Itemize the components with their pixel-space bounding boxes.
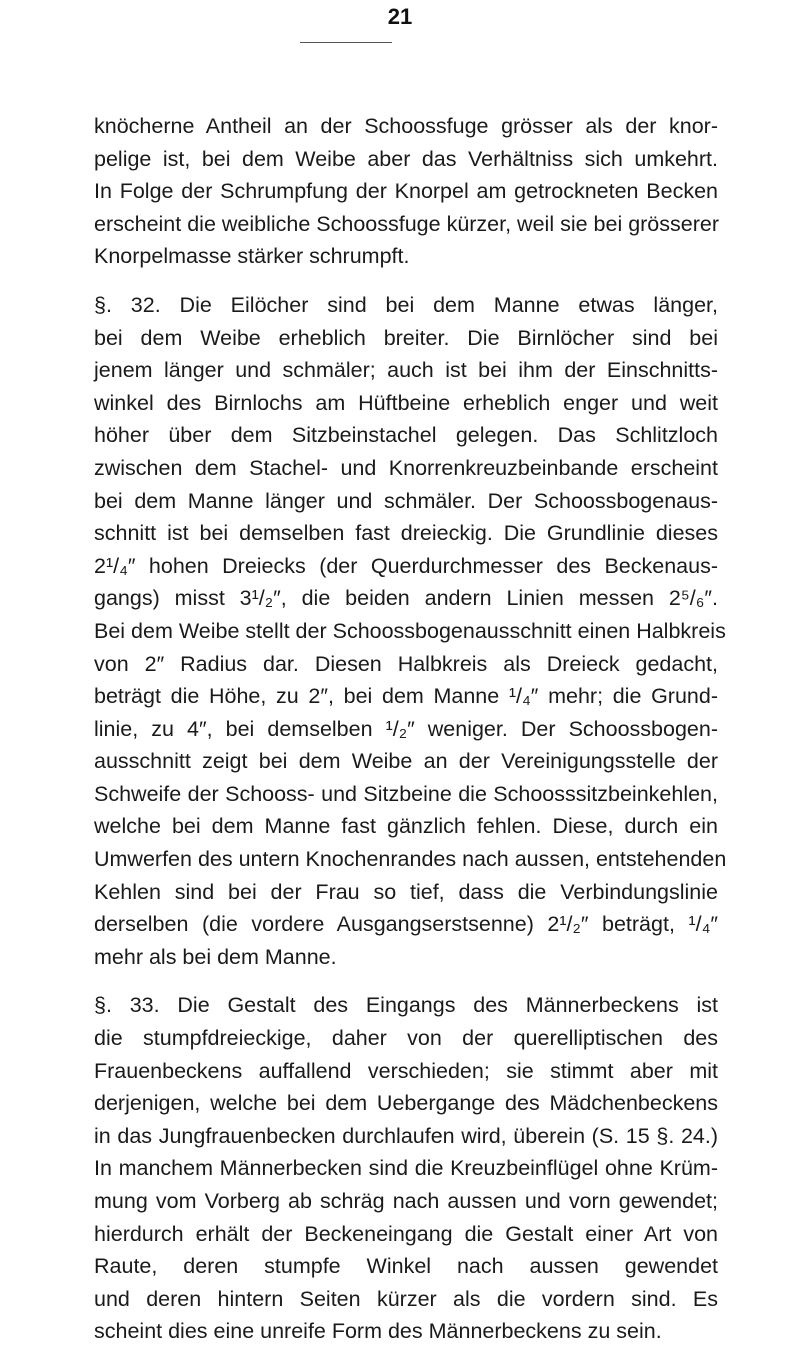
text-line: derselben (die vordere Ausgangserstsenne) 2¹/₂″ beträgt, ¹/₄″ (94, 912, 718, 937)
text-line: und deren hintern Seiten kürzer als die vordern sind. Es (94, 1286, 718, 1311)
text-line: Raute, deren stumpfe Winkel nach aussen gewendet (94, 1254, 718, 1279)
page-number: 21 (387, 4, 413, 29)
paragraph (94, 289, 727, 973)
text-line: derjenigen, welche bei dem Uebergange des Mädchenbeckens (94, 1091, 718, 1116)
paragraph (94, 110, 718, 273)
text-line: scheint dies eine unreife Form des Männerbeckens zu sein. (94, 1319, 662, 1344)
text-line: mung vom Vorberg ab schräg nach aussen und vorn gewendet; (94, 1189, 718, 1213)
text-line: winkel des Birnlochs am Hüftbeine erheblich enger und weit (94, 390, 718, 415)
text-line: mehr als bei dem Manne. (94, 944, 337, 969)
text-line: §. 33. Die Gestalt des Eingangs des Männerbeckens ist (94, 993, 718, 1018)
text-line: von 2″ Radius dar. Diesen Halbkreis als Dreieck gedacht, (94, 651, 718, 676)
text-line: linie, zu 4″, bei demselben ¹/₂″ weniger. Der Schoossbogen- (94, 716, 718, 741)
text-line: schnitt ist bei demselben fast dreieckig. Die Grundlinie dieses (94, 521, 718, 546)
text-line: welche bei dem Manne fast gänzlich fehlen. Diese, durch ein (94, 814, 718, 839)
text-line: knöcherne Antheil an der Schoossfuge grösser als der knor- (94, 114, 718, 138)
text-line: die stumpfdreieckige, daher von der querelliptischen des (94, 1026, 718, 1051)
text-line: Frauenbeckens auffallend verschieden; sie stimmt aber mit (94, 1058, 718, 1083)
text-line: hierdurch erhält der Beckeneingang die Gestalt einer Art von (94, 1221, 718, 1246)
header-rule (300, 42, 392, 43)
text-line: Bei dem Weibe stellt der Schoossbogenausschnitt einen Halbkreis (94, 618, 726, 643)
text-line: bei dem Weibe erheblich breiter. Die Birnlöcher sind bei (94, 325, 718, 350)
text-line: §. 32. Die Eilöcher sind bei dem Manne etwas länger, (94, 292, 718, 317)
text-line: In Folge der Schrumpfung der Knorpel am getrockneten Becken (94, 179, 718, 204)
text-line: 2¹/₄″ hohen Dreiecks (der Querdurchmesser des Beckenaus- (94, 553, 718, 578)
body-text (94, 110, 727, 1364)
text-line: gangs) misst 3¹/₂″, die beiden andern Linien messen 2⁵/₆″. (94, 586, 718, 611)
paragraph (94, 989, 718, 1348)
text-line: Umwerfen des untern Knochenrandes nach aussen, entstehenden (94, 847, 727, 872)
text-line: Schweife der Schooss- und Sitzbeine die Schoosssitzbeinkehlen, (94, 781, 718, 806)
text-line: in das Jungfrauenbecken durchlaufen wird, überein (S. 15 §. 24.) (94, 1123, 718, 1148)
text-line: zwischen dem Stachel- und Knorrenkreuzbeinbande erscheint (94, 455, 718, 480)
text-line: jenem länger und schmäler; auch ist bei ihm der Einschnitts- (94, 358, 718, 383)
text-line: pelige ist, bei dem Weibe aber das Verhältniss sich umkehrt. (94, 146, 718, 171)
text-line: bei dem Manne länger und schmäler. Der Schoossbogenaus- (94, 488, 718, 513)
text-line: Knorpelmasse stärker schrumpft. (94, 244, 410, 269)
text-line: erscheint die weibliche Schoossfuge kürzer, weil sie bei grösserer (94, 211, 720, 236)
text-line: ausschnitt zeigt bei dem Weibe an der Vereinigungsstelle der (94, 749, 718, 774)
text-line: beträgt die Höhe, zu 2″, bei dem Manne ¹/₄″ mehr; die Grund- (94, 684, 718, 709)
text-line: Kehlen sind bei der Frau so tief, dass die Verbindungslinie (94, 879, 718, 904)
text-line: In manchem Männerbecken sind die Kreuzbeinflügel ohne Krüm- (94, 1156, 718, 1181)
text-line: höher über dem Sitzbeinstachel gelegen. Das Schlitzloch (94, 423, 718, 448)
